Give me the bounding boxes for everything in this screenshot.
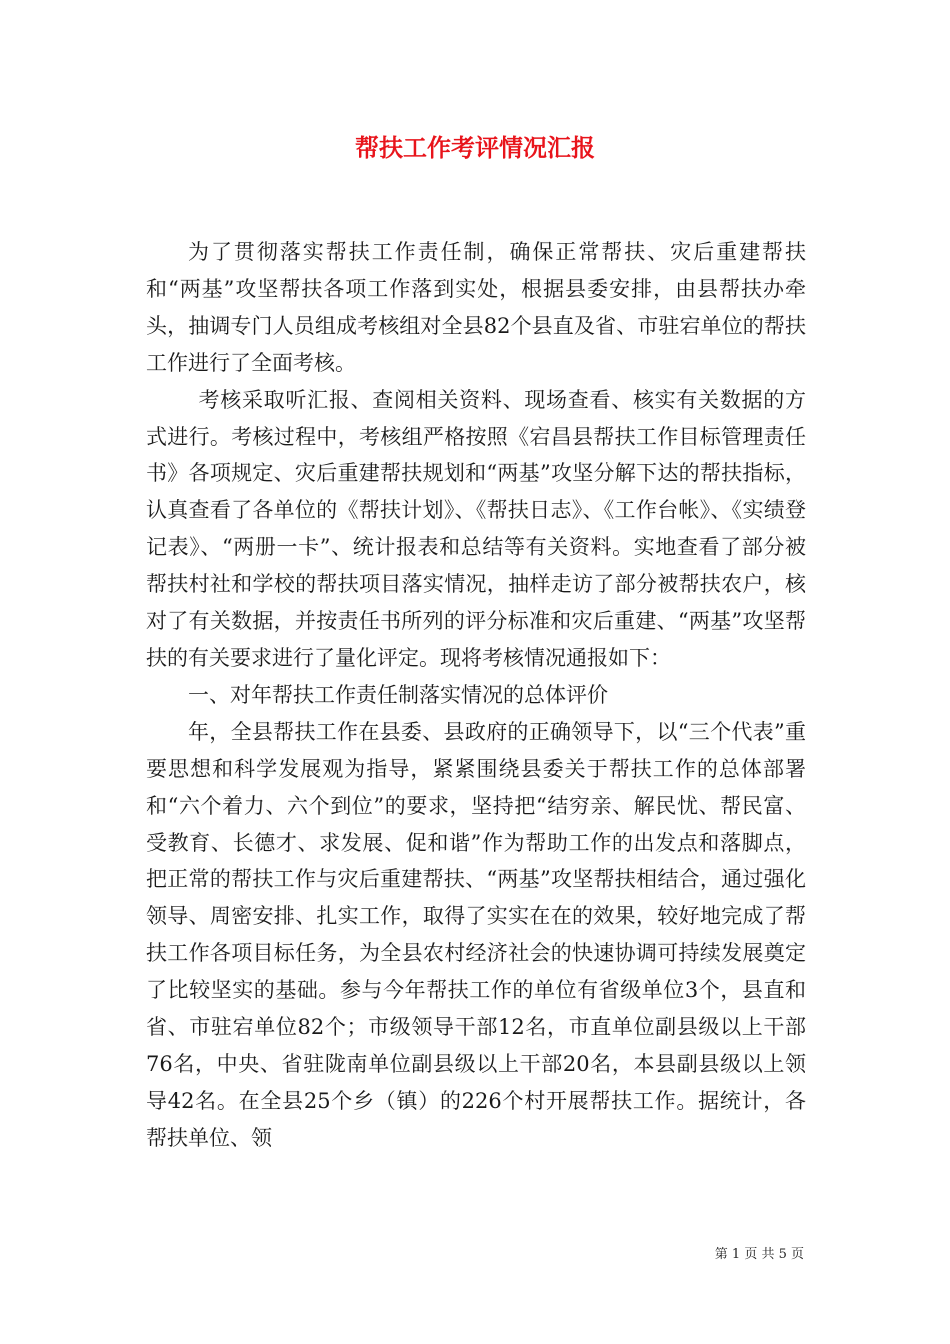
document-body [146,234,806,1157]
paragraph-method: 考核采取听汇报、查阅相关资料、现场查看、核实有关数据的方式进行。考核过程中，考核组严格按照《宕昌县帮扶工作目标管理责任书》各项规定、灾后重建帮扶规划和“两基”攻坚分解下达的帮扶指标，认真查看了各单位的《帮扶计划》、《帮扶日志》、《工作台帐》、《实绩登记表》、“两册一卡”、统计报表和总结等有关资料。实地查看了部分被帮扶村社和学校的帮扶项目落实情况，抽样走访了部分被帮扶农户，核对了有关数据，并按责任书所列的评分标准和灾后重建、“两基”攻坚帮扶的有关要求进行了量化评定。现将考核情况通报如下： [146,387,806,670]
paragraph-intro: 为了贯彻落实帮扶工作责任制，确保正常帮扶、灾后重建帮扶和“两基”攻坚帮扶各项工作落到实处，根据县委安排，由县帮扶办牵头，抽调专门人员组成考核组对全县82个县直及省、市驻宕单位的帮扶工作进行了全面考核。 [146,240,806,375]
page-number: 第 1 页 共 5 页 [714,1247,804,1262]
document-title: 帮扶工作考评情况汇报 [355,133,595,162]
section-heading-1: 一、对年帮扶工作责任制落实情况的总体评价 [188,682,608,707]
paragraph-evaluation: 年，全县帮扶工作在县委、县政府的正确领导下，以“三个代表”重要思想和科学发展观为指导，紧紧围绕县委关于帮扶工作的总体部署和“六个着力、六个到位”的要求，坚持把“结穷亲、解民忧、帮民富、受教育、长德才、求发展、促和谐”作为帮助工作的出发点和落脚点，把正常的帮扶工作与灾后重建帮扶、“两基”攻坚帮扶相结合，通过强化领导、周密安排、扎实工作，取得了实实在在的效果，较好地完成了帮扶工作各项目标任务，为全县农村经济社会的快速协调可持续发展奠定了比较坚实的基础。参与今年帮扶工作的单位有省级单位3个，县直和省、市驻宕单位82个；市级领导干部12名，市直单位副县级以上干部76名，中央、省驻陇南单位副县级以上干部20名，本县副县级以上领导42名。在全县25个乡（镇）的226个村开展帮扶工作。据统计，各帮扶单位、领 [146,719,806,1150]
